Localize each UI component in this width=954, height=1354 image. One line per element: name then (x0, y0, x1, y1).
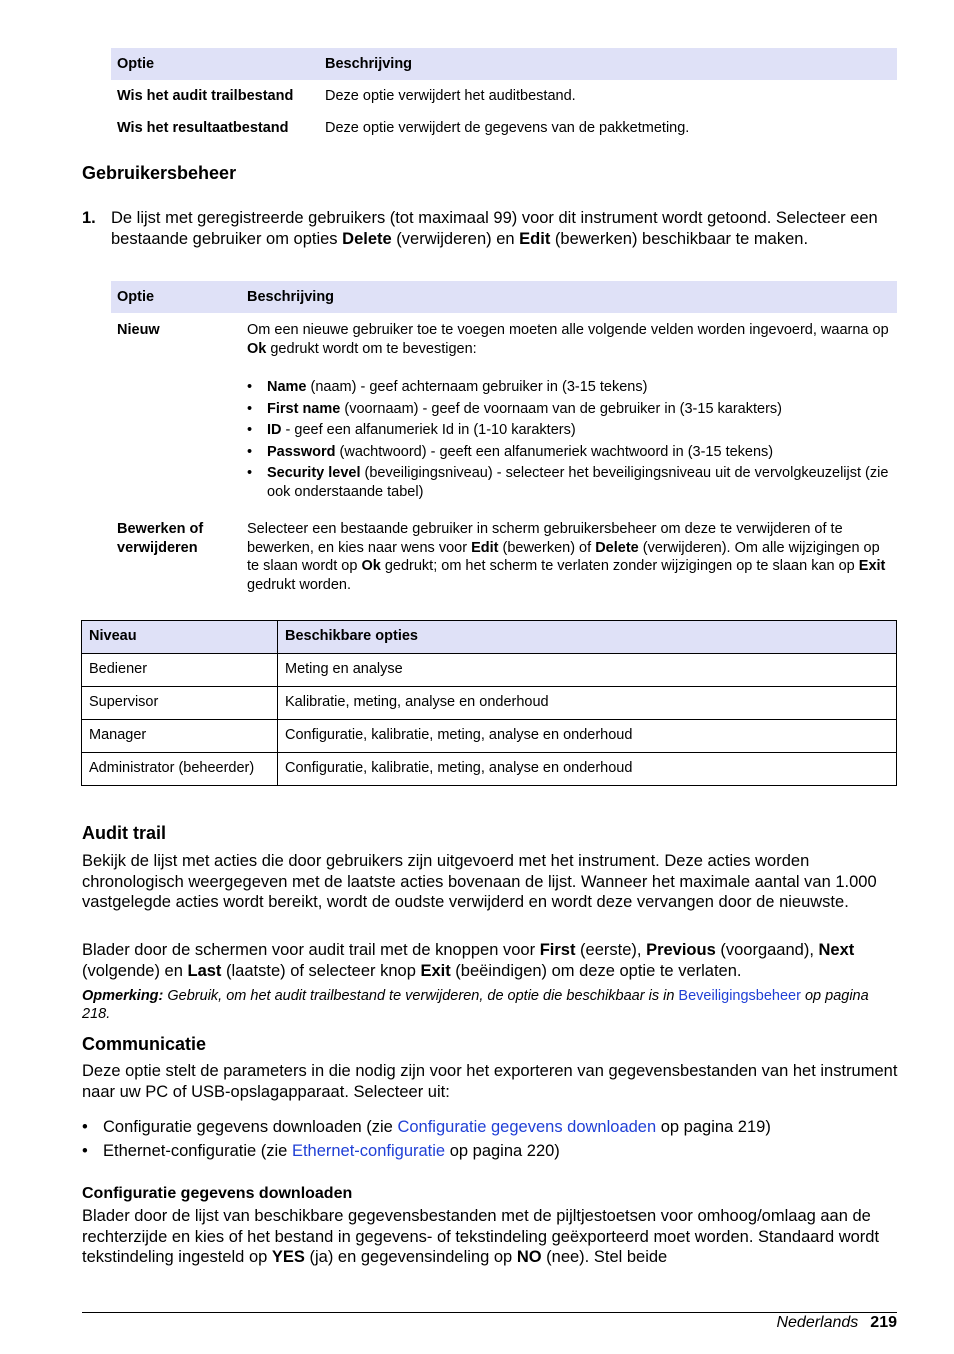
table-row (111, 112, 897, 144)
table-row (111, 504, 897, 594)
list-item: • Ethernet-configuratie (zie Ethernet-configuratie op pagina 220) (82, 1141, 898, 1162)
level-name: Supervisor (82, 687, 278, 720)
step-text: De lijst met geregistreerde gebruikers (tot maximaal 99) voor dit instrument wordt getoond. Selecteer een bestaande gebruiker om opties Delete (verwijderen) en Edit (bewerken) beschikbaar te maken. (111, 209, 878, 248)
level-options: Configuratie, kalibratie, meting, analyse en onderhoud (278, 753, 897, 786)
table-header-opties: Beschikbare opties (278, 621, 897, 654)
audit-paragraph-2: Blader door de schermen voor audit trail met de knoppen voor First (eerste), Previous (voorgaand), Next (volgende) en Last (laatste) of selecteer knop Exit (beëindigen) om deze optie te verlaten. (82, 941, 855, 980)
audit-note: Opmerking: Gebruik, om het audit trailbestand te verwijderen, de optie die beschikbaar is in Beveiligingsbeheer op pagina 218. (82, 988, 869, 1022)
option-description: Deze optie verwijdert het auditbestand. (325, 87, 576, 104)
section-heading-communicatie: Communicatie (82, 1034, 207, 1054)
section-heading-gebruikersbeheer: Gebruikersbeheer (82, 163, 237, 183)
list-item: • Password (wachtwoord) - geeft een alfanumeriek wachtwoord in (3-15 tekens) (247, 443, 891, 462)
list-item: • Configuratie gegevens downloaden (zie Configuratie gegevens downloaden op pagina 219) (82, 1117, 898, 1138)
option-description: Om een nieuwe gebruiker toe te voegen moeten alle volgende velden worden ingevoerd, waarna op Ok gedrukt wordt om te bevestigen: • Name (naam) - geef achternaam gebruiker in (3-15 tekens) • First name (voornaam) - geef de voornaam van de gebruiker in (3-15 karakters) • ID - geef een alfanumeriek Id in (1-10 karakters) • Password (wachtwoord) - geeft een alfanumeriek wachtwoord in (3-15 tekens) • Security level (beveiligingsniveau) - selecteer het beveiligingsniveau uit de vervolgkeuzelijst (zie ook onderstaande tabel) (241, 313, 897, 504)
option-name: Wis het audit trailbestand (117, 87, 294, 104)
table-header-niveau: Niveau (82, 621, 278, 654)
note-label: Opmerking: (82, 988, 164, 1004)
page-number: 219 (870, 1314, 897, 1331)
footer-language: Nederlands (776, 1314, 859, 1331)
level-options: Kalibratie, meting, analyse en onderhoud (278, 687, 897, 720)
table-row (82, 753, 897, 786)
table-row (111, 313, 897, 504)
level-name: Administrator (beheerder) (82, 753, 278, 786)
link-ethernet-configuratie[interactable]: Ethernet-configuratie (291, 1142, 446, 1160)
option-name: Bewerken of verwijderen (117, 521, 204, 556)
link-configuratie-gegevens-downloaden[interactable]: Configuratie gegevens downloaden (397, 1118, 657, 1136)
options-table-users (111, 281, 897, 594)
level-name: Manager (82, 720, 278, 753)
page-footer (776, 1313, 897, 1333)
communicatie-paragraph: Deze optie stelt de parameters in die nodig zijn voor het exporteren van gegevensbestanden van het instrument naar uw PC of USB-opslagapparaat. Selecteer uit: (82, 1062, 898, 1101)
option-name: Wis het resultaatbestand (117, 119, 289, 136)
step-1 (82, 208, 898, 249)
subsection-heading-configuratie: Configuratie gegevens downloaden (82, 1185, 353, 1202)
list-item: • ID - geef een alfanumeriek Id in (1-10 karakters) (247, 421, 891, 440)
table-header-beschrijving: Beschrijving (319, 48, 897, 80)
list-item: • First name (voornaam) - geef de voornaam van de gebruiker in (3-15 karakters) (247, 400, 891, 419)
audit-paragraph-1: Bekijk de lijst met acties die door gebruikers zijn uitgevoerd met het instrument. Deze acties worden chronologisch weergegeven met de laatste acties bovenaan de lijst. Wanneer het maximale aantal van 1.000 vastgelegde acties wordt bereikt, wordt de oudste verwijderd en wordt deze vervangen door de nieuwste. (82, 852, 877, 911)
list-item: • Security level (beveiligingsniveau) - selecteer het beveiligingsniveau uit de vervolgkeuzelijst (zie ook onderstaande tabel) (247, 464, 891, 501)
table-row (82, 654, 897, 687)
level-name: Bediener (82, 654, 278, 687)
table-header-optie: Optie (111, 281, 241, 313)
security-levels-table (81, 620, 897, 786)
table-header-beschrijving: Beschrijving (241, 281, 897, 313)
table-header-optie: Optie (111, 48, 319, 80)
table-row (82, 687, 897, 720)
section-heading-audit-trail: Audit trail (82, 823, 166, 843)
link-beveiligingsbeheer[interactable]: Beveiligingsbeheer (678, 988, 801, 1004)
option-description: Deze optie verwijdert de gegevens van de pakketmeting. (325, 119, 690, 136)
options-table-audit (111, 48, 897, 144)
communicatie-list (82, 1117, 898, 1165)
option-description: Selecteer een bestaande gebruiker in scherm gebruikersbeheer om deze te verwijderen of te bewerken, en kies naar wens voor Edit (bewerken) of Delete (verwijderen). Om alle wijzigingen op te slaan wordt op Ok gedrukt; om het scherm te verlaten zonder wijzigingen op te slaan kan op Exit gedrukt worden. (247, 521, 886, 593)
level-options: Configuratie, kalibratie, meting, analyse en onderhoud (278, 720, 897, 753)
table-row (111, 80, 897, 112)
option-name: Nieuw (117, 322, 160, 338)
config-paragraph: Blader door de lijst van beschikbare gegevensbestanden met de pijltjestoetsen voor omhoog/omlaag aan de rechterzijde en kies of het bestand in gegevens- of tekstindeling geëxporteerd moet worden. Standaard wordt tekstindeling ingesteld op YES (ja) en gegevensindeling op NO (nee). Stel beide (82, 1207, 880, 1266)
table-row (82, 720, 897, 753)
list-item: • Name (naam) - geef achternaam gebruiker in (3-15 tekens) (247, 378, 891, 397)
field-list (247, 378, 891, 501)
level-options: Meting en analyse (278, 654, 897, 687)
step-number: 1. (82, 209, 96, 227)
footer-divider (82, 1312, 897, 1313)
